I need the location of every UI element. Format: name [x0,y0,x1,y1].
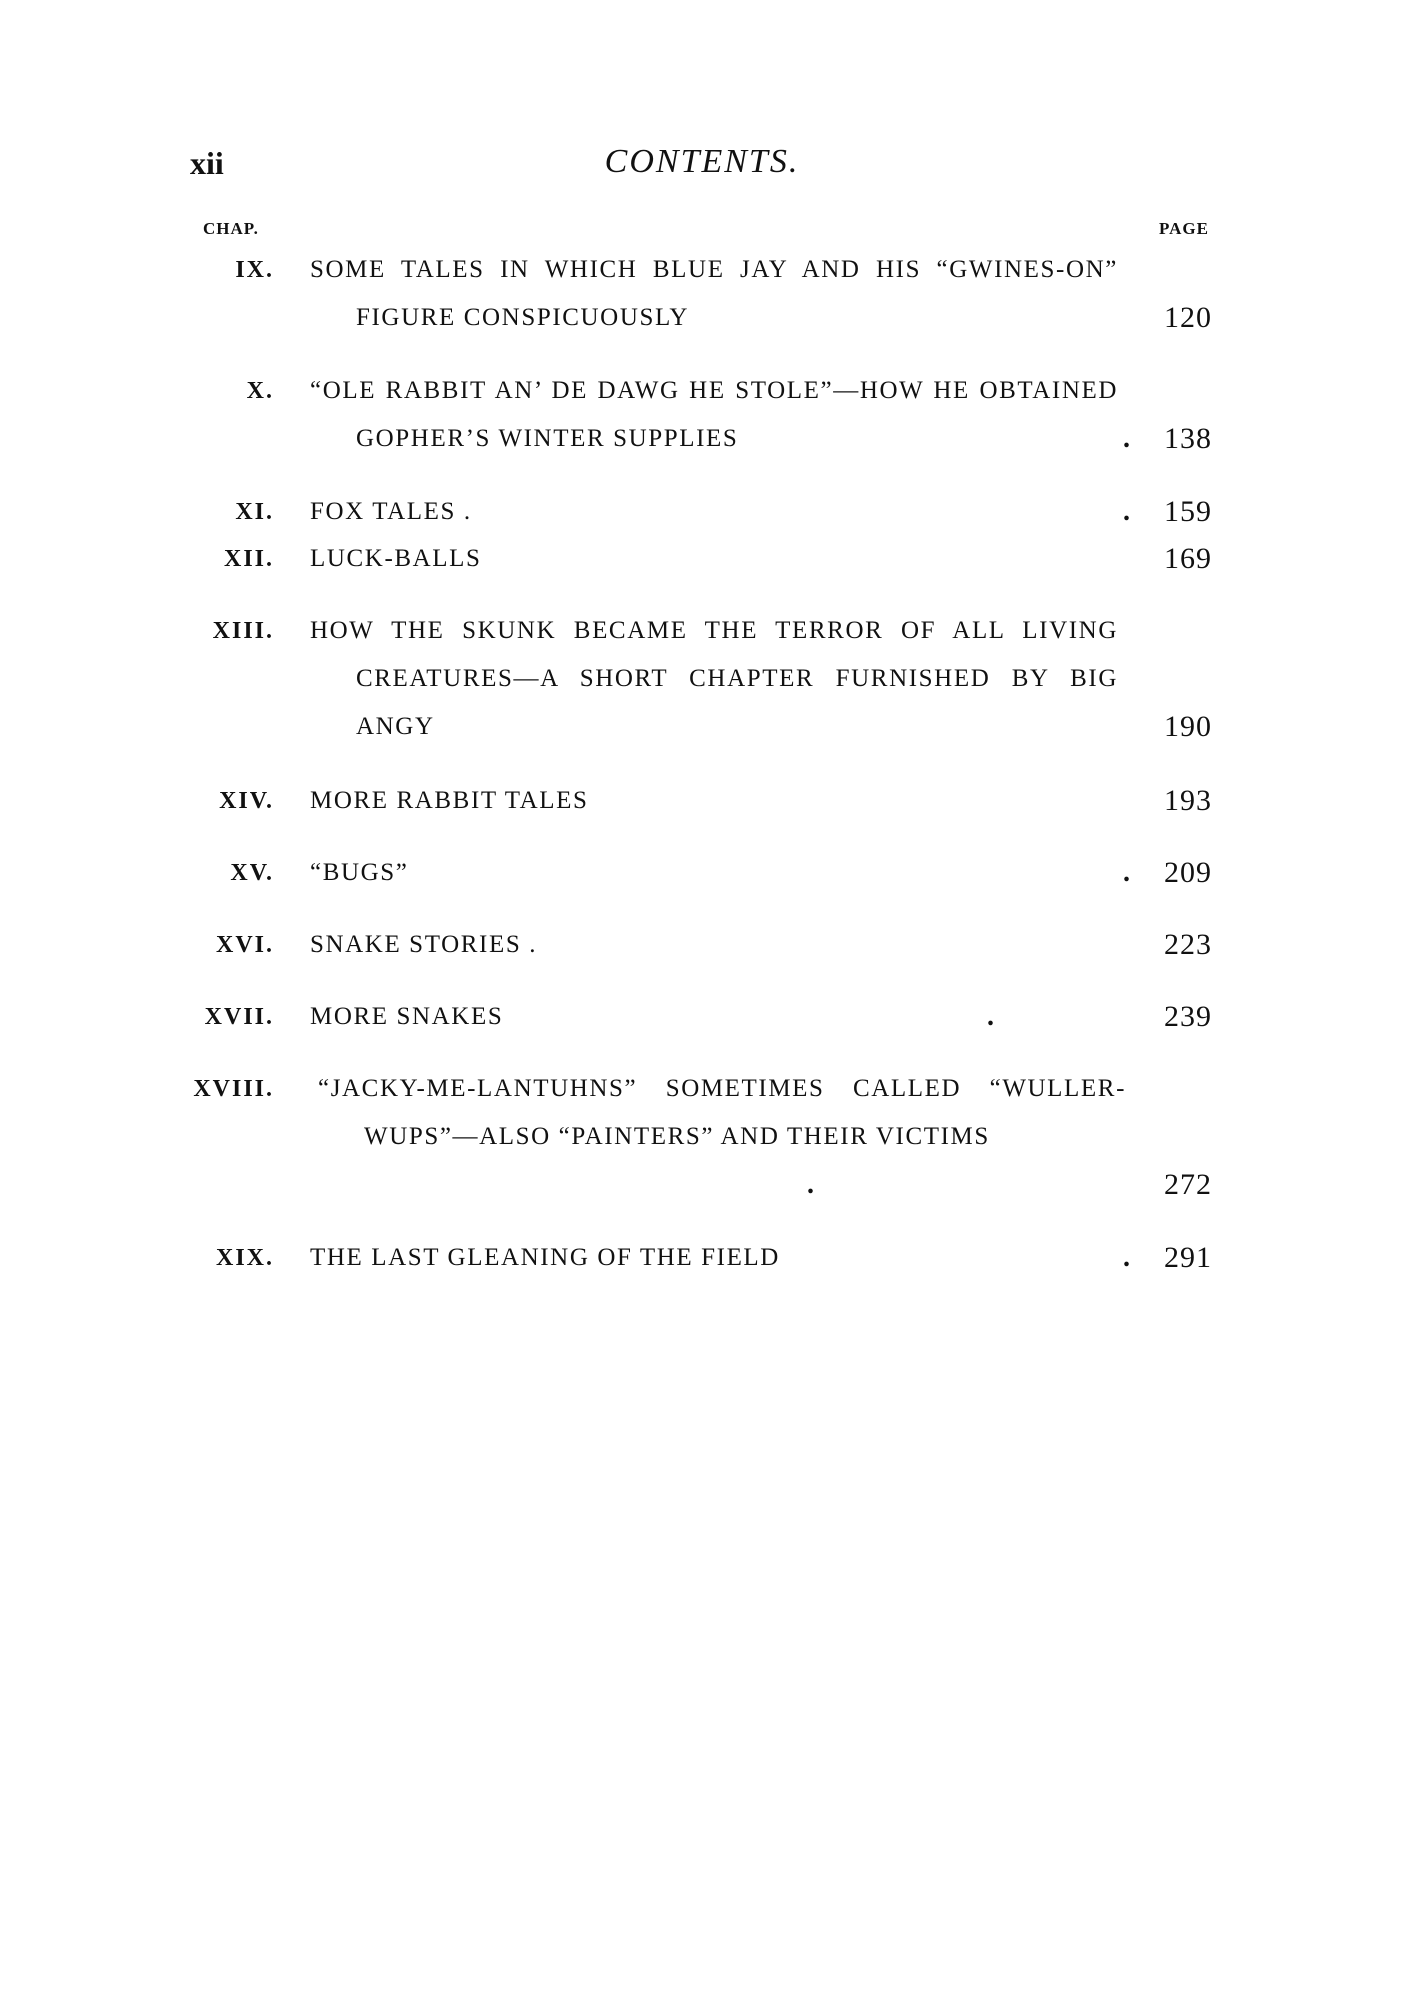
chapter-page: 291 [1164,1241,1212,1274]
dot-leader: . [1123,496,1130,527]
chapter-title: “OLE RABBIT AN’ DE DAWG HE STOLE”—HOW HE OBTAINED GOPHER’S WINTER SUPPLIES [310,377,1118,452]
dot-leader: . [987,1001,994,1032]
chapter-title: HOW THE SKUNK BECAME THE TERROR OF ALL LIVING CREATURES—A SHORT CHAPTER FURNISHED BY BIG ANGY [310,617,1118,740]
chapter-page: 223 [1164,928,1212,961]
chapter-title: SOME TALES IN WHICH BLUE JAY AND HIS “GWINES-ON” FIGURE CONSPICUOUSLY [310,256,1118,331]
chapter-number: XII. [223,546,274,572]
chapter-page: 190 [1164,710,1212,743]
chapter-title: FOX TALES . [310,498,472,525]
chapter-title: MORE SNAKES [310,1003,504,1030]
chapter-title: SNAKE STORIES . [310,931,538,958]
chapter-number: XVII. [204,1004,274,1030]
chapter-title: “JACKY-ME-LANTUHNS” SOMETIMES CALLED “WULLER-WUPS”—ALSO “PAINTERS” AND THEIR VICTIMS [318,1075,1126,1150]
chapter-title: THE LAST GLEANING OF THE FIELD [310,1244,780,1271]
column-heading-chapter: CHAP. [203,219,259,238]
chapter-page: 169 [1164,542,1212,575]
chapter-page: 138 [1164,422,1212,455]
dot-leader: . [1123,857,1130,888]
chapter-title: “BUGS” [310,859,409,886]
chapter-number: X. [246,378,274,404]
chapter-number: IX. [235,257,274,283]
column-heading-page: PAGE [1159,219,1209,238]
chapter-page: 159 [1164,495,1212,528]
chapter-number: XIV. [219,788,274,814]
chapter-page: 209 [1164,856,1212,889]
chapter-page: 272 [1164,1168,1212,1201]
chapter-title: MORE RABBIT TALES [310,787,589,814]
chapter-page: 239 [1164,1000,1212,1033]
running-head: CONTENTS. [604,143,800,180]
page-number: xii [190,145,224,181]
dot-leader: . [1123,1242,1130,1273]
dot-leader: . [807,1169,814,1200]
chapter-page: 120 [1164,301,1212,334]
chapter-page: 193 [1164,784,1212,817]
chapter-number: XV. [230,860,274,886]
chapter-number: XVIII. [193,1076,274,1102]
chapter-number: XVI. [215,932,274,958]
chapter-title: LUCK-BALLS [310,545,482,572]
chapter-number: XIII. [212,618,274,644]
chapter-number: XI. [235,499,274,525]
chapter-number: XIX. [215,1245,274,1271]
dot-leader: . [1123,423,1130,454]
